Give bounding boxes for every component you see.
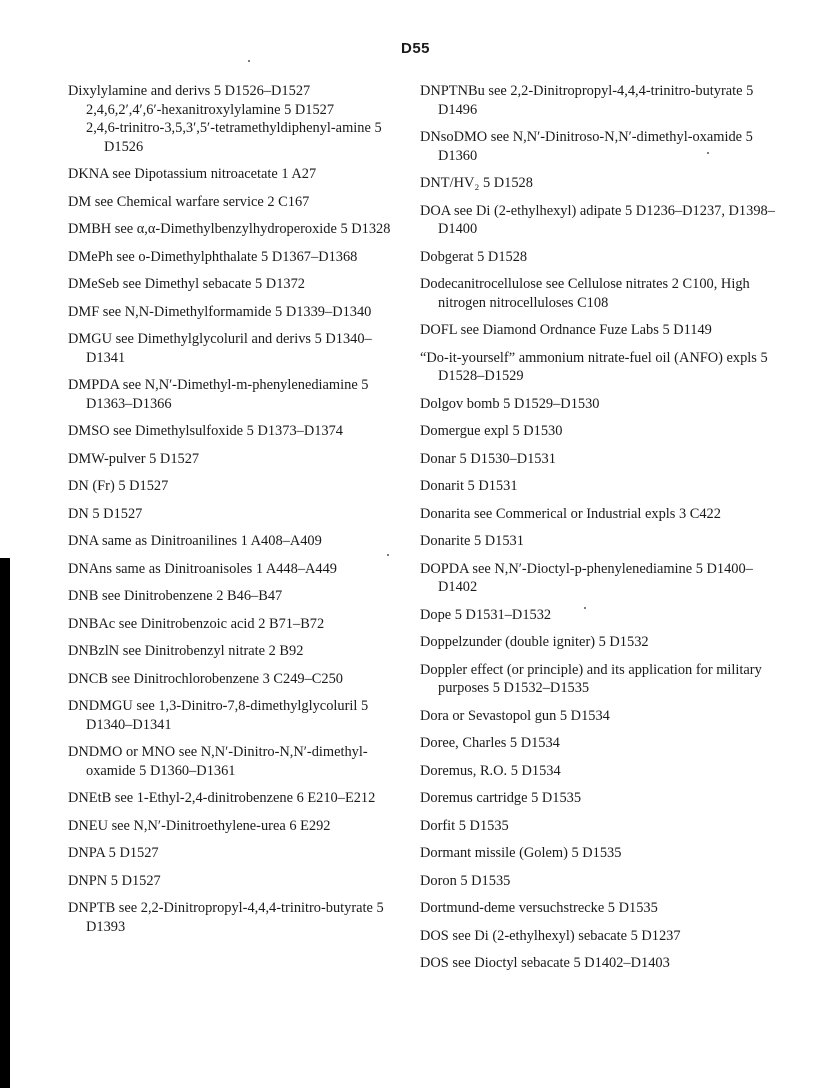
index-entry: Doremus cartridge 5 D1535	[420, 790, 582, 806]
index-entry: DOA see Di (2-ethylhexyl) adipate 5 D1236–D1237, D1398–D1400	[420, 202, 775, 237]
index-entry: Dope 5 D1531–D1532	[420, 606, 552, 623]
right-column	[420, 82, 780, 982]
scan-speck	[707, 152, 709, 154]
index-entry: DOPDA see N,N′-Dioctyl-p-phenylenediamine 5 D1400–D1402	[420, 560, 753, 595]
index-entry: Dodecanitrocellulose see Cellulose nitrates 2 C100, High nitrogen nitrocelluloses C108	[420, 276, 750, 311]
index-entry: DNsoDMO see N,N′-Dinitroso-N,N′-dimethyl-oxamide 5 D1360	[420, 129, 753, 164]
index-entry: DMF see N,N-Dimethylformamide 5 D1339–D1340	[68, 303, 372, 320]
scan-edge-shadow	[0, 558, 10, 1088]
index-entry: Donarit 5 D1531	[420, 478, 518, 494]
index-entry: Donar 5 D1530–D1531	[420, 450, 556, 467]
index-entry: DNAns same as Dinitroanisoles 1 A448–A449	[68, 560, 338, 577]
scan-speck	[248, 60, 250, 62]
index-entry: DOS see Dioctyl sebacate 5 D1402–D1403	[420, 955, 670, 971]
index-subentry: 2,4,6,2′,4′,6′-hexanitroxylylamine 5 D1527	[86, 101, 335, 118]
index-entry: DN (Fr) 5 D1527	[68, 478, 169, 494]
index-entry: Donarita see Commerical or Industrial expls 3 C422	[420, 505, 721, 522]
index-entry: DNDMO or MNO see N,N′-Dinitro-N,N′-dimethyl-oxamide 5 D1360–D1361	[68, 744, 368, 779]
index-entry: DNDMGU see 1,3-Dinitro-7,8-dimethylglycoluril 5 D1340–D1341	[68, 698, 369, 733]
scan-speck	[584, 607, 586, 609]
index-entry: Doron 5 D1535	[420, 872, 511, 889]
index-entry: DMW-pulver 5 D1527	[68, 450, 200, 467]
index-entry: DNBAc see Dinitrobenzoic acid 2 B71–B72	[68, 615, 325, 632]
index-entry: Doree, Charles 5 D1534	[420, 735, 560, 751]
index-entry: Dolgov bomb 5 D1529–D1530	[420, 395, 600, 412]
index-entry: DMeSeb see Dimethyl sebacate 5 D1372	[68, 276, 305, 292]
index-entry: “Do-it-yourself” ammonium nitrate-fuel oil (ANFO) expls 5 D1528–D1529	[420, 349, 768, 384]
left-column	[68, 82, 398, 945]
index-entry: DNPTB see 2,2-Dinitropropyl-4,4,4-trinitro-butyrate 5 D1393	[68, 900, 384, 935]
index-entry: DNPN 5 D1527	[68, 872, 161, 889]
index-entry: Dixylylamine and derivs 5 D1526–D1527	[68, 83, 311, 99]
index-entry: DMePh see o-Dimethylphthalate 5 D1367–D1368	[68, 248, 358, 265]
index-entry: DNCB see Dinitrochlorobenzene 3 C249–C250	[68, 670, 343, 687]
index-entry: DMGU see Dimethylglycoluril and derivs 5 D1340–D1341	[68, 331, 372, 366]
index-entry: DNBzlN see Dinitrobenzyl nitrate 2 B92	[68, 643, 304, 659]
index-entry: DMBH see α,α-Dimethylbenzylhydroperoxide 5 D1328	[68, 221, 391, 237]
index-entry: Dobgerat 5 D1528	[420, 248, 528, 265]
index-entry: Donarite 5 D1531	[420, 533, 524, 549]
index-entry: DNT/HV₂ 5 D1528	[420, 175, 533, 191]
index-entry: Dora or Sevastopol gun 5 D1534	[420, 707, 610, 724]
index-entry: DM see Chemical warfare service 2 C167	[68, 193, 310, 210]
index-entry: Dormant missile (Golem) 5 D1535	[420, 845, 622, 861]
index-entry: DNPTNBu see 2,2-Dinitropropyl-4,4,4-trinitro-butyrate 5 D1496	[420, 83, 754, 118]
index-entry: DOFL see Diamond Ordnance Fuze Labs 5 D1149	[420, 322, 712, 338]
index-entry: Dorfit 5 D1535	[420, 817, 509, 834]
index-entry: DNA same as Dinitroanilines 1 A408–A409	[68, 533, 322, 549]
index-entry: DMPDA see N,N′-Dimethyl-m-phenylenediamine 5 D1363–D1366	[68, 377, 369, 412]
index-subentry: 2,4,6-trinitro-3,5,3′,5′-tetramethyldiphenyl-amine 5 D1526	[86, 120, 382, 155]
index-entry: Doremus, R.O. 5 D1534	[420, 762, 561, 779]
index-entry: DN 5 D1527	[68, 505, 143, 522]
index-entry: Dortmund-deme versuchstrecke 5 D1535	[420, 900, 658, 916]
index-entry: DNPA 5 D1527	[68, 845, 159, 861]
index-entry: Domergue expl 5 D1530	[420, 423, 563, 439]
scan-speck	[387, 554, 389, 556]
index-entry: DNEU see N,N′-Dinitroethylene-urea 6 E292	[68, 817, 331, 834]
index-entry: DKNA see Dipotassium nitroacetate 1 A27	[68, 166, 317, 182]
index-entry: DOS see Di (2-ethylhexyl) sebacate 5 D1237	[420, 927, 681, 944]
index-entry: DNB see Dinitrobenzene 2 B46–B47	[68, 588, 283, 604]
index-entry: DNEtB see 1-Ethyl-2,4-dinitrobenzene 6 E210–E212	[68, 790, 376, 806]
index-entry: Doppelzunder (double igniter) 5 D1532	[420, 634, 649, 650]
page-number: D55	[400, 40, 431, 57]
index-entry: Doppler effect (or principle) and its application for military purposes 5 D1532–D1535	[420, 661, 762, 696]
index-entry: DMSO see Dimethylsulfoxide 5 D1373–D1374	[68, 423, 344, 439]
